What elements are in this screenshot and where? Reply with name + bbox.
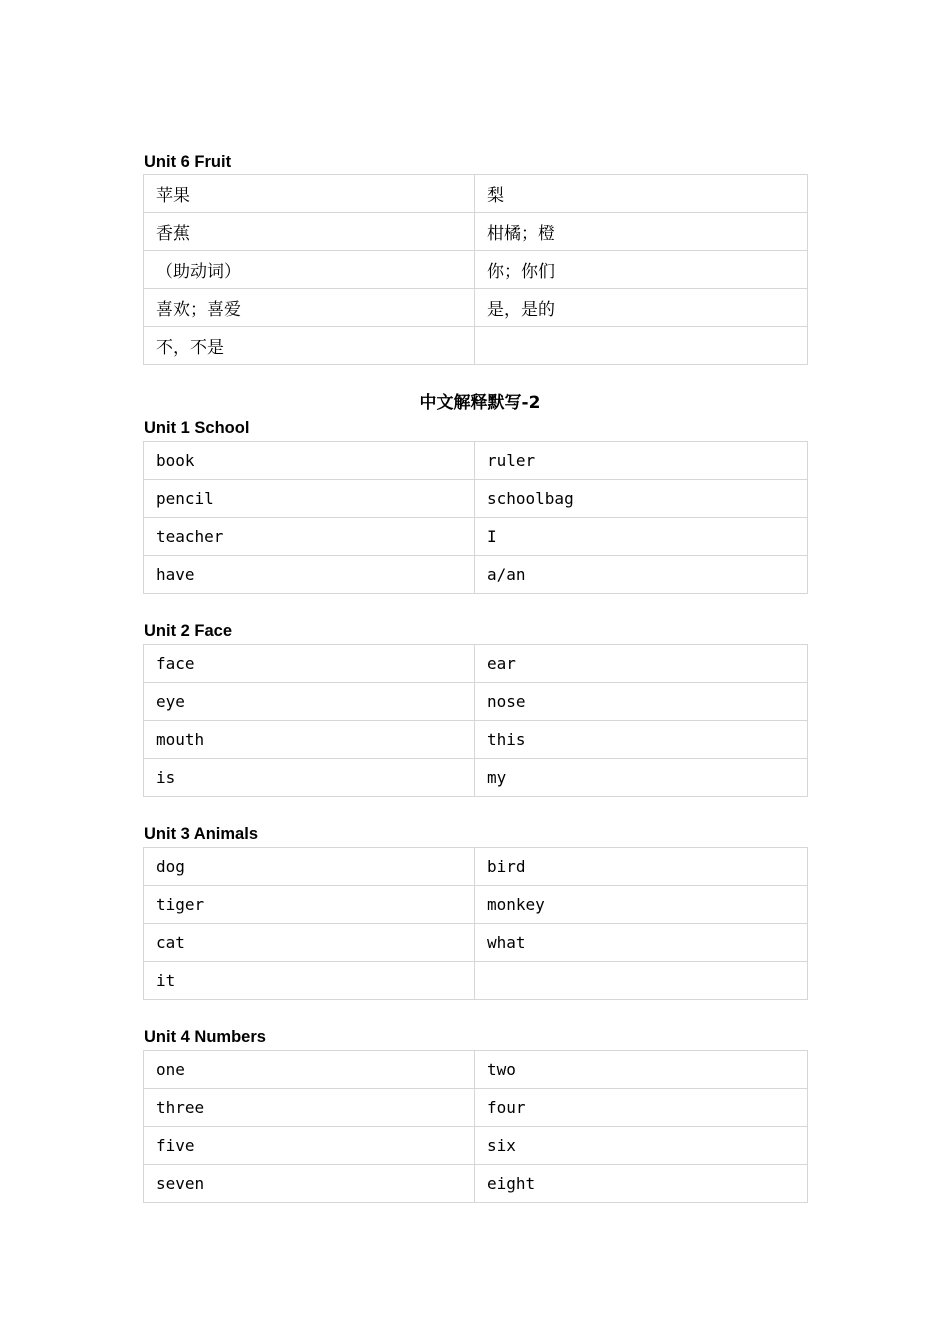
- table-cell: it: [144, 962, 475, 1000]
- table-cell: 苹果: [144, 175, 475, 213]
- table-cell: I: [475, 518, 808, 556]
- table-cell: teacher: [144, 518, 475, 556]
- table-cell: dog: [144, 848, 475, 886]
- table-cell: 你；你们: [475, 251, 808, 289]
- table-cell: nose: [475, 683, 808, 721]
- table-row: [144, 556, 808, 594]
- table-cell: [475, 327, 808, 365]
- unit3-heading: Unit 3 Animals: [144, 825, 258, 843]
- table-row: [144, 1051, 808, 1089]
- table-cell: schoolbag: [475, 480, 808, 518]
- table-cell: 香蕉: [144, 213, 475, 251]
- table-cell: seven: [144, 1165, 475, 1203]
- table-row: [144, 848, 808, 886]
- table-row: [144, 962, 808, 1000]
- table-cell: [475, 962, 808, 1000]
- table-cell: three: [144, 1089, 475, 1127]
- table-cell: ear: [475, 645, 808, 683]
- table-cell: 柑橘；橙: [475, 213, 808, 251]
- table-cell: tiger: [144, 886, 475, 924]
- table-row: [144, 289, 808, 327]
- table-row: [144, 442, 808, 480]
- unit3-vocab-table: [143, 847, 808, 1000]
- table-row: [144, 683, 808, 721]
- table-cell: 不，不是: [144, 327, 475, 365]
- table-row: [144, 886, 808, 924]
- unit4-vocab-table: [143, 1050, 808, 1203]
- table-cell: 梨: [475, 175, 808, 213]
- table-cell: four: [475, 1089, 808, 1127]
- unit2-heading: Unit 2 Face: [144, 622, 233, 640]
- table-cell: mouth: [144, 721, 475, 759]
- table-cell: this: [475, 721, 808, 759]
- table-row: [144, 759, 808, 797]
- table-row: [144, 645, 808, 683]
- table-cell: bird: [475, 848, 808, 886]
- table-row: [144, 175, 808, 213]
- table-cell: have: [144, 556, 475, 594]
- table-cell: my: [475, 759, 808, 797]
- table-cell: six: [475, 1127, 808, 1165]
- table-row: [144, 480, 808, 518]
- unit1-heading: Unit 1 School: [144, 419, 250, 437]
- table-cell: （助动词）: [144, 251, 475, 289]
- table-row: [144, 518, 808, 556]
- unit1-vocab-table: [143, 441, 808, 594]
- table-cell: a/an: [475, 556, 808, 594]
- table-cell: 是，是的: [475, 289, 808, 327]
- table-cell: two: [475, 1051, 808, 1089]
- unit2-vocab-table: [143, 644, 808, 797]
- table-cell: is: [144, 759, 475, 797]
- table-row: [144, 251, 808, 289]
- table-row: [144, 1127, 808, 1165]
- unit6-vocab-table: [143, 174, 808, 365]
- table-cell: pencil: [144, 480, 475, 518]
- table-cell: five: [144, 1127, 475, 1165]
- table-cell: book: [144, 442, 475, 480]
- table-cell: one: [144, 1051, 475, 1089]
- table-cell: monkey: [475, 886, 808, 924]
- table-cell: 喜欢；喜爱: [144, 289, 475, 327]
- unit6-heading: Unit 6 Fruit: [144, 153, 232, 171]
- table-row: [144, 721, 808, 759]
- table-row: [144, 924, 808, 962]
- table-cell: cat: [144, 924, 475, 962]
- table-row: [144, 1089, 808, 1127]
- table-cell: eight: [475, 1165, 808, 1203]
- table-cell: what: [475, 924, 808, 962]
- section-title: 中文解释默写-2: [419, 393, 541, 413]
- table-row: [144, 327, 808, 365]
- table-cell: eye: [144, 683, 475, 721]
- table-row: [144, 1165, 808, 1203]
- unit4-heading: Unit 4 Numbers: [144, 1028, 266, 1046]
- table-cell: ruler: [475, 442, 808, 480]
- table-row: [144, 213, 808, 251]
- table-cell: face: [144, 645, 475, 683]
